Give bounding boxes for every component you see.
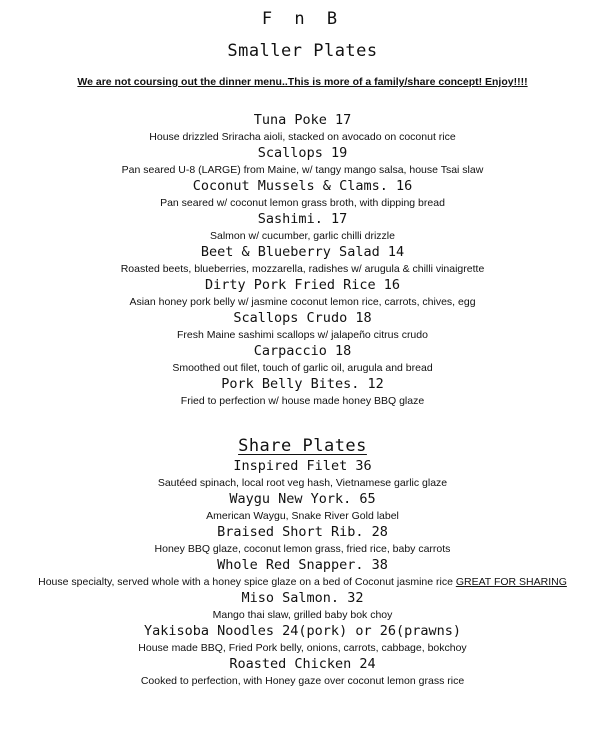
item-description: Fresh Maine sashimi scallops w/ jalapeño citrus crudo xyxy=(177,329,428,341)
menu-item-waygu-new-york xyxy=(0,491,605,523)
item-name: Waygu New York. 65 xyxy=(229,491,376,507)
item-description: Mango thai slaw, grilled baby bok choy xyxy=(212,609,393,621)
item-name: Carpaccio 18 xyxy=(253,343,352,359)
item-description: Smoothed out filet, touch of garlic oil, arugula and bread xyxy=(172,362,433,374)
sharing-note: GREAT FOR SHARING xyxy=(455,576,567,588)
item-name: Roasted Chicken 24 xyxy=(229,656,376,672)
menu-item-sashimi xyxy=(0,211,605,243)
menu-item-scallops-crudo xyxy=(0,310,605,342)
item-name: Beet & Blueberry Salad 14 xyxy=(200,244,405,260)
menu-item-inspired-filet xyxy=(0,458,605,490)
item-description: House drizzled Sriracha aioli, stacked on avocado on coconut rice xyxy=(149,131,456,143)
menu-item-carpaccio xyxy=(0,343,605,375)
item-name: Inspired Filet 36 xyxy=(233,458,372,474)
item-description: Honey BBQ glaze, coconut lemon grass, fried rice, baby carrots xyxy=(154,543,451,555)
item-name: Pork Belly Bites. 12 xyxy=(221,376,384,392)
menu-item-beet-salad xyxy=(0,244,605,276)
item-description: House made BBQ, Fried Pork belly, onions, carrots, cabbage, bokchoy xyxy=(138,642,467,654)
smaller-plates-title: Smaller Plates xyxy=(227,41,378,61)
item-name: Coconut Mussels & Clams. 16 xyxy=(192,178,413,194)
menu-item-pork-fried-rice xyxy=(0,277,605,309)
menu-notice: We are not coursing out the dinner menu..This is more of a family/share concept! Enjoy!!!! xyxy=(77,76,528,88)
item-description: Sautéed spinach, local root veg hash, Vietnamese garlic glaze xyxy=(157,477,448,489)
item-name: Scallops Crudo 18 xyxy=(233,310,372,326)
item-description: Pan seared w/ coconut lemon grass broth, with dipping bread xyxy=(160,197,445,209)
menu-item-miso-salmon xyxy=(0,590,605,622)
item-name: Tuna Poke 17 xyxy=(253,112,352,128)
menu-item-coconut-mussels xyxy=(0,178,605,210)
item-description: Cooked to perfection, with Honey gaze over coconut lemon grass rice xyxy=(140,675,465,687)
item-description: Fried to perfection w/ house made honey BBQ glaze xyxy=(180,395,425,407)
item-description: Roasted beets, blueberries, mozzarella, radishes w/ arugula & chilli vinaigrette xyxy=(120,263,485,275)
item-description: Asian honey pork belly w/ jasmine coconut lemon rice, carrots, chives, egg xyxy=(129,296,476,308)
item-description: Pan seared U-8 (LARGE) from Maine, w/ tangy mango salsa, house Tsai slaw xyxy=(121,164,484,176)
item-description xyxy=(0,575,605,589)
item-name: Braised Short Rib. 28 xyxy=(217,524,388,540)
item-description: Salmon w/ cucumber, garlic chilli drizzle xyxy=(210,230,395,242)
item-name: Miso Salmon. 32 xyxy=(241,590,364,606)
item-name: Scallops 19 xyxy=(257,145,348,161)
item-description-text: House specialty, served whole with a honey spice glaze on a bed of Coconut jasmine rice xyxy=(38,576,456,588)
share-plates-title: Share Plates xyxy=(238,436,367,456)
restaurant-brand: F n B xyxy=(261,9,344,29)
item-description: American Waygu, Snake River Gold label xyxy=(206,510,399,522)
item-name: Sashimi. 17 xyxy=(257,211,348,227)
menu-item-tuna-poke xyxy=(0,112,605,144)
menu-item-yakisoba-noodles xyxy=(0,623,605,655)
item-name: Dirty Pork Fried Rice 16 xyxy=(204,277,401,293)
menu-item-pork-belly-bites xyxy=(0,376,605,408)
item-name: Yakisoba Noodles 24(pork) or 26(prawns) xyxy=(144,623,461,639)
menu-item-whole-red-snapper xyxy=(0,557,605,589)
menu-item-braised-short-rib xyxy=(0,524,605,556)
menu-item-roasted-chicken xyxy=(0,656,605,688)
item-name: Whole Red Snapper. 38 xyxy=(217,557,388,573)
menu-item-scallops xyxy=(0,145,605,177)
